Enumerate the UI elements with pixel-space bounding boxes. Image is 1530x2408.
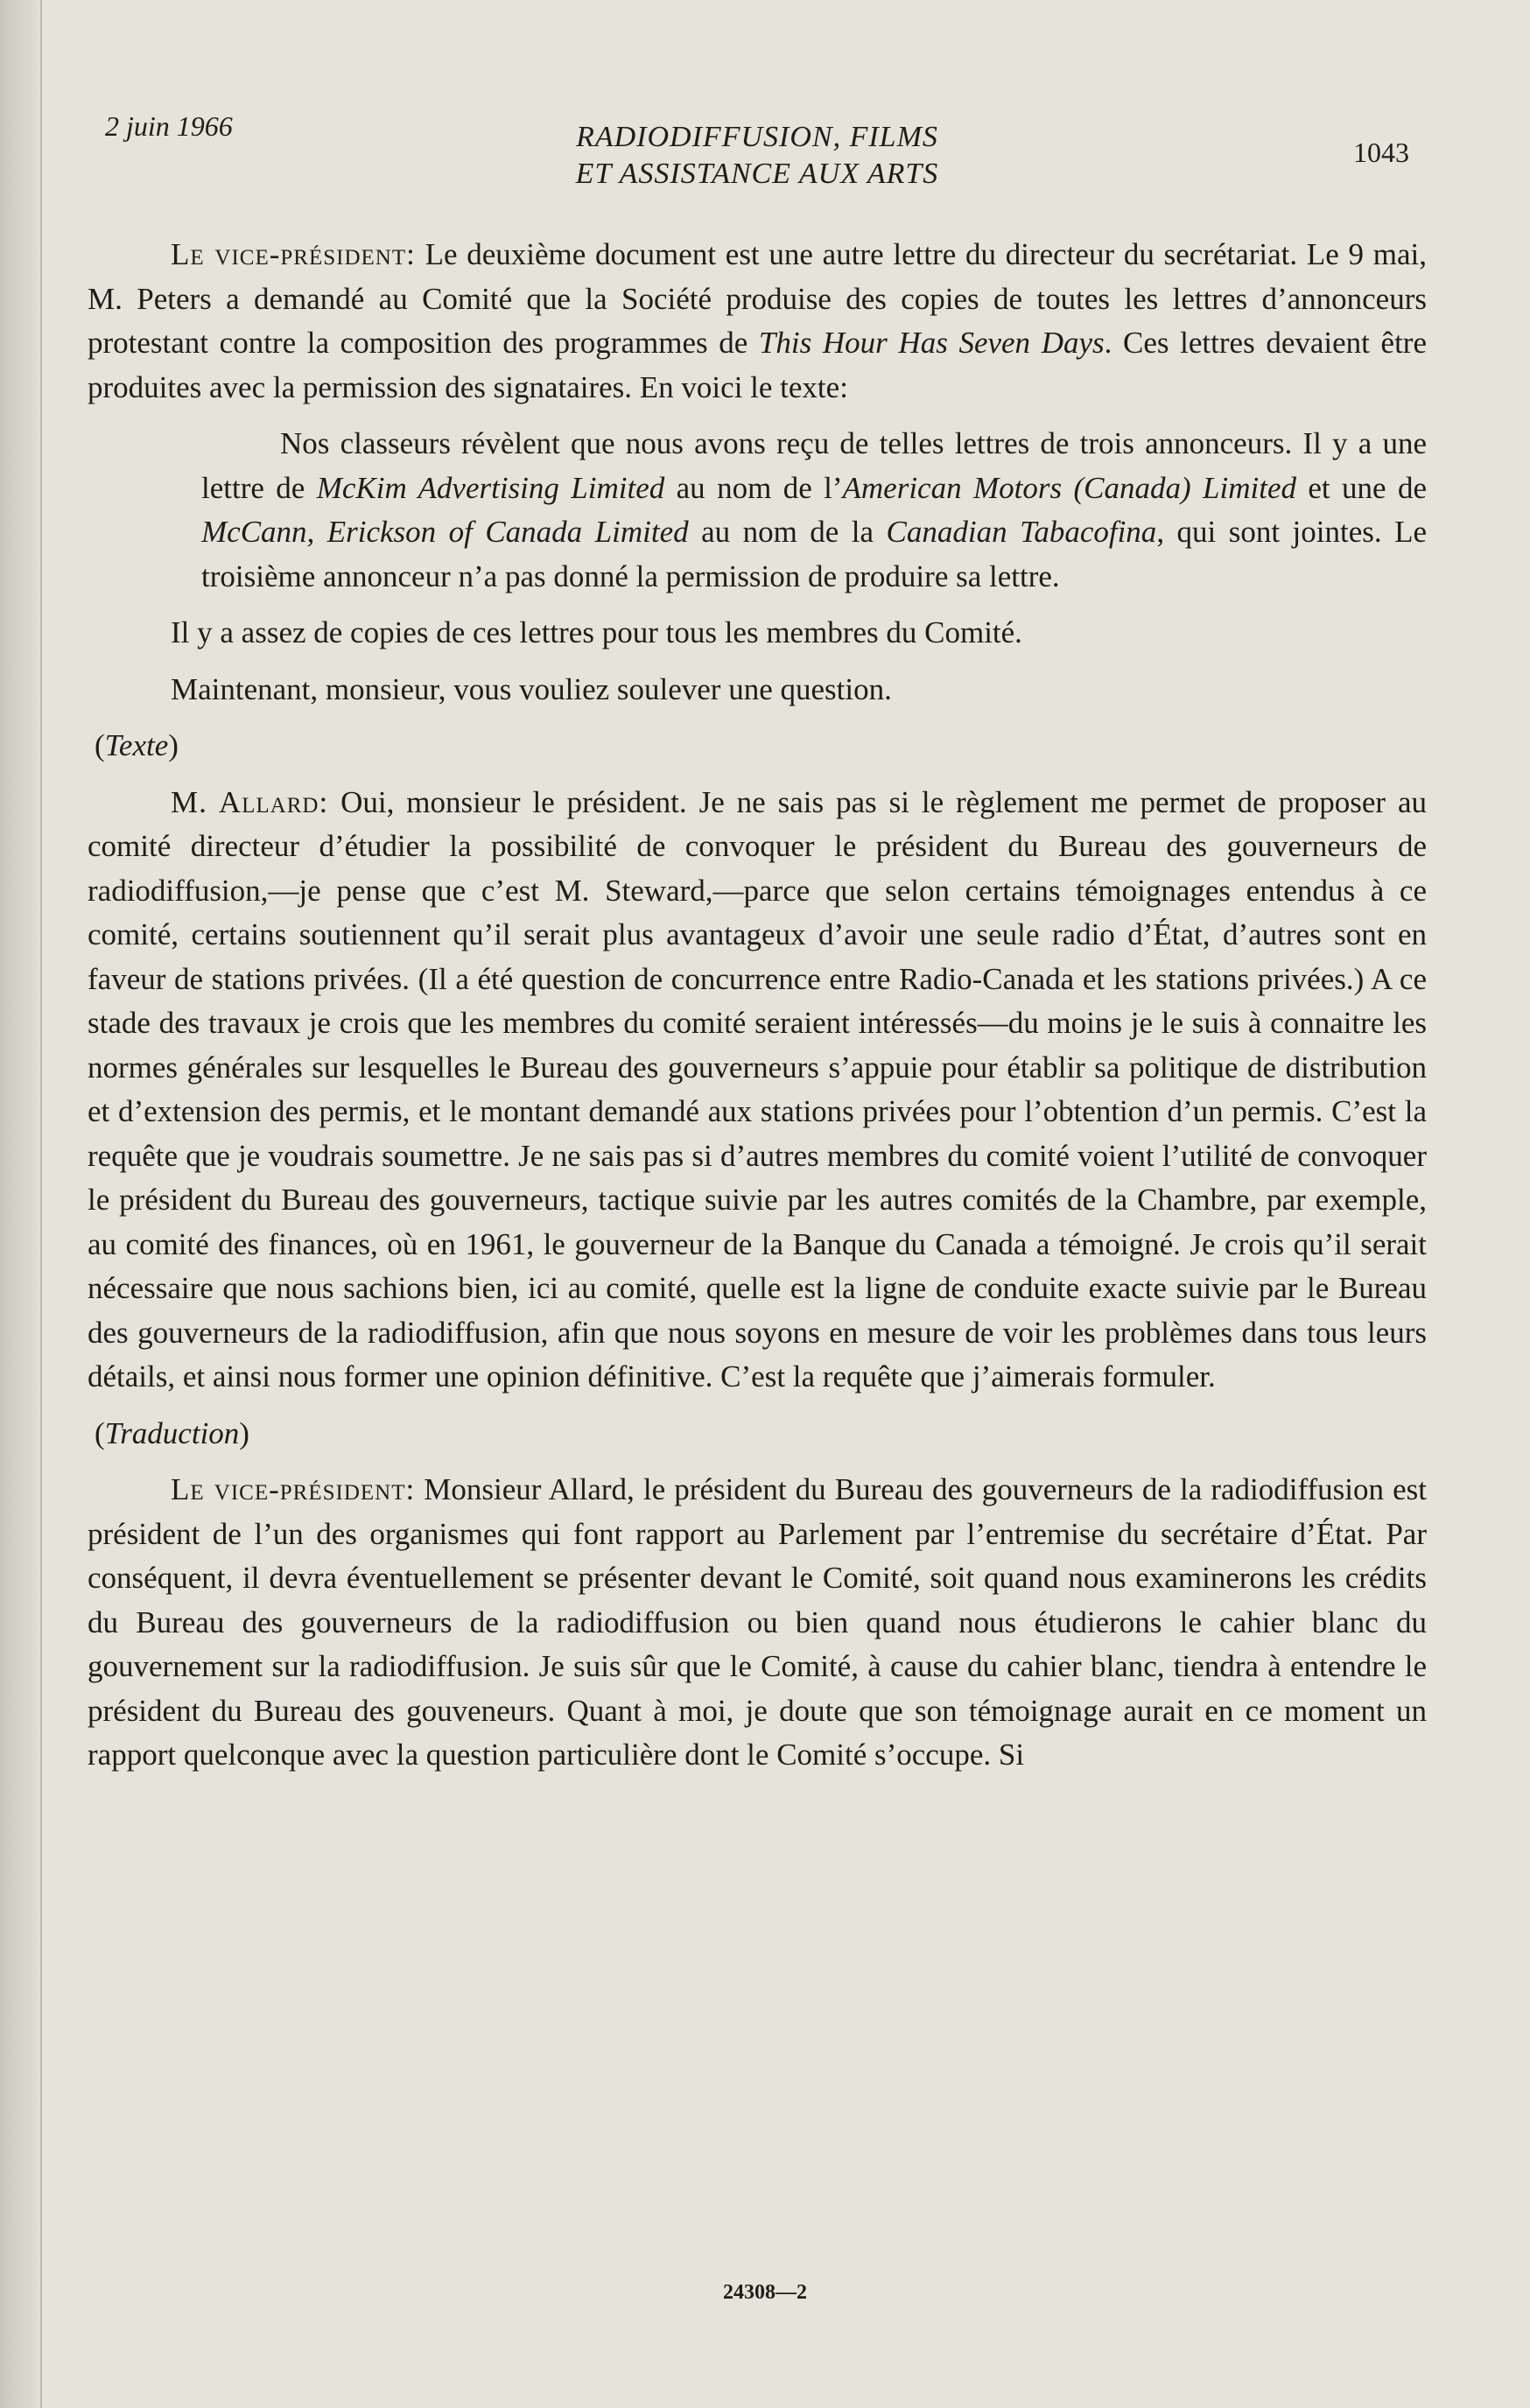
page-content xyxy=(88,105,1427,1778)
quote-text: et une de xyxy=(1296,470,1428,505)
speaker-name: Le vice-président: xyxy=(171,237,416,271)
paragraph-question: Maintenant, monsieur, vous vouliez soulever une question. xyxy=(171,671,892,706)
paragraph-allard xyxy=(88,781,1427,1400)
quote-text: , qui sont jointes. Le troisième annonceur n’a pas donné la permission de produire sa lettre. xyxy=(201,515,1428,593)
section-label-traduction: (Traduction) xyxy=(95,1415,249,1450)
page-fold-line xyxy=(40,0,42,2408)
header-title xyxy=(88,119,1427,193)
section-label-text: Traduction xyxy=(104,1415,240,1450)
section-label-text: Texte xyxy=(104,728,169,762)
paragraph-vice-president-1 xyxy=(88,233,1427,410)
company-name: McCann, Erickson of Canada Limited xyxy=(201,515,689,549)
header-title-line-2: ET ASSISTANCE AUX ARTS xyxy=(575,158,939,190)
running-header xyxy=(88,105,1427,201)
speaker-name: M. Allard: xyxy=(171,784,329,819)
quote-text: au nom de la xyxy=(688,515,887,549)
body-text xyxy=(88,233,1427,1778)
signature-code: 24308—2 xyxy=(723,2281,807,2304)
company-name: American Motors (Canada) Limited xyxy=(842,470,1296,505)
paragraph-text: Le deuxième document est une autre lettre du directeur du secrétariat. Le 9 mai, M. Peters a demandé au Comité que la Société produise des copies de toutes les lettres d’annonceurs protestant contre la composition des programmes de xyxy=(88,237,1427,360)
page-number: 1043 xyxy=(1353,137,1409,168)
section-label-texte: (Texte) xyxy=(95,728,179,762)
paragraph-text: Oui, monsieur le président. Je ne sais pas si le règlement me permet de proposer au comité directeur d’étudier la possibilité de convoquer le président du Bureau des gouverneurs de radiodiffusion,—je pense que c’est M. Steward,—parce que selon certains témoignages entendus à ce comité, certains soutiennent qu’il serait plus avantageux d’avoir une seule radio d’État, d’autres sont en faveur de stations privées. (Il a été question de concurrence entre Radio-Canada et les stations privées.) A ce stade des travaux je crois que les membres du comité seraient intéressés—du moins je le suis à connaitre les normes générales sur lesquelles le Bureau des gouverneurs s’appuie pour établir sa politique de distribution et d’extension des permis, et le montant demandé aux stations privées pour l’obtention d’un permis. C’est la requête que je voudrais soumettre. Je ne sais pas si d’autres membres du comité voient l’utilité de convoquer le président du Bureau des gouverneurs, tactique suivie par les autres comités de la Chambre, par exemple, au comité des finances, où en 1961, le gouverneur de la Banque du Canada a témoigné. Je crois qu’il serait nécessaire que nous sachions bien, ici au comité, quelle est la ligne de conduite exacte suivie par le Bureau des gouverneurs de la radiodiffusion, afin que nous soyons en mesure de voir les problèmes dans tous leurs détails, et ainsi nous former une opinion définitive. C’est la requête que j’aimerais formuler. xyxy=(88,784,1427,1394)
paragraph-copies: Il y a assez de copies de ces lettres pour tous les membres du Comité. xyxy=(171,615,1022,649)
company-name: Canadian Tabacofina xyxy=(886,515,1157,549)
binding-edge xyxy=(0,0,40,2408)
header-date: 2 juin 1966 xyxy=(105,110,233,142)
paragraph-text-continued: . Ces lettres devaient être produites avec la permission des signataires. En voici le texte: xyxy=(88,326,1427,404)
quote-text: au nom de l’ xyxy=(664,470,843,505)
speaker-name: Le vice-président: xyxy=(171,1472,416,1506)
quote-text: Nos classeurs révèlent que nous avons reçu de telles lettres de trois annonceurs. Il y a une lettre de xyxy=(201,426,1427,505)
paragraph-text: Monsieur Allard, le président du Bureau des gouverneurs de la radiodiffusion est président de l’un des organismes qui font rapport au Parlement par l’entremise du secrétaire d’État. Par conséquent, il devra éventuellement se présenter devant le Comité, soit quand nous examinerons les crédits du Bureau des gouverneurs de la radiodiffusion ou bien quand nous étudierons le cahier blanc du gouvernement sur la radiodiffusion. Je suis sûr que le Comité, à cause du cahier blanc, tiendra à entendre le président du Bureau des gouveneurs. Quant à moi, je doute que son témoignage aurait en ce moment un rapport quelconque avec la question particulière dont le Comité s’occupe. Si xyxy=(88,1472,1428,1772)
quoted-letter xyxy=(201,422,1427,599)
header-title-line-1: RADIODIFFUSION, FILMS xyxy=(576,121,938,153)
program-title: This Hour Has Seven Days xyxy=(758,326,1105,360)
company-name: McKim Advertising Limited xyxy=(316,470,665,505)
paragraph-vice-president-2 xyxy=(88,1468,1427,1778)
